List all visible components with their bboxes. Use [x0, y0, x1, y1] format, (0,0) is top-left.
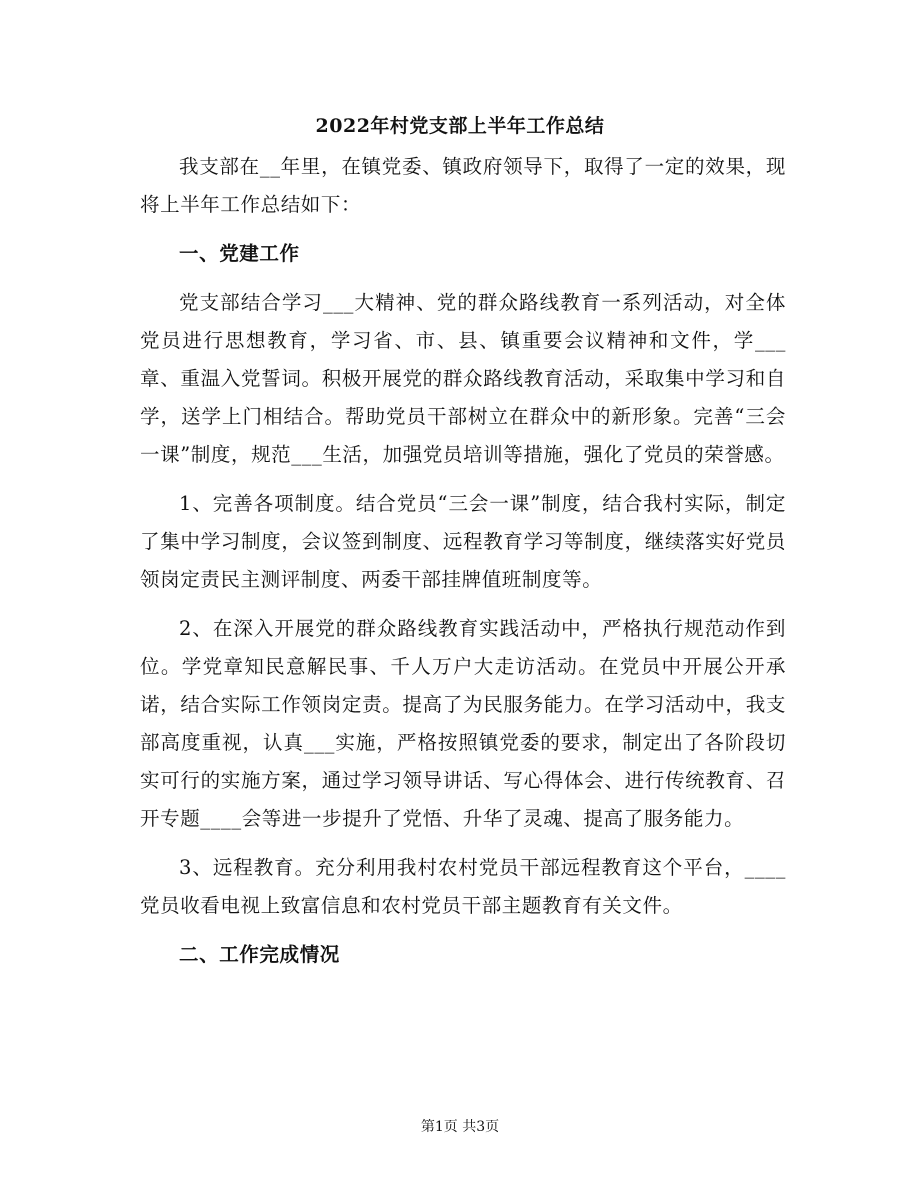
document-body — [140, 148, 786, 985]
item-3-paragraph: 3、远程教育。充分利用我村农村党员干部远程教育这个平台，____党员收看电视上致富信息和农村党员干部主题教育有关文件。 — [140, 856, 786, 917]
page-number: 第1页 共3页 — [420, 1119, 500, 1135]
item-1-paragraph: 1、完善各项制度。结合党员“三会一课”制度，结合我村实际，制定了集中学习制度，会议签到制度、远程教育学习等制度，继续落实好党员领岗定责民主测评制度、两委干部挂牌值班制度等。 — [140, 492, 786, 591]
section-heading-work-completion: 二、工作完成情况 — [179, 943, 340, 966]
item-2-paragraph: 2、在深入开展党的群众路线教育实践活动中，严格执行规范动作到位。学党章知民意解民事、千人万户大走访活动。在党员中开展公开承诺，结合实际工作领岗定责。提高了为民服务能力。在学习活动中，我支部高度重视，认真___实施，严格按照镇党委的要求，制定出了各阶段切实可行的实施方案，通过学习领导讲话、写心得体会、进行传统教育、召开专题____会等进一步提升了党悟、升华了灵魂、提高了服务能力。 — [140, 617, 786, 830]
section-heading-party-building: 一、党建工作 — [179, 242, 300, 265]
intro-paragraph: 我支部在__年里，在镇党委、镇政府领导下，取得了一定的效果，现将上半年工作总结如下： — [140, 155, 786, 216]
document-title: 2022年村党支部上半年工作总结 — [315, 115, 605, 137]
party-building-paragraph: 党支部结合学习___大精神、党的群众路线教育一系列活动，对全体党员进行思想教育，学习省、市、县、镇重要会议精神和文件，学___章、重温入党誓词。积极开展党的群众路线教育活动，采取集中学习和自学，送学上门相结合。帮助党员干部树立在群众中的新形象。完善“三会一课”制度，规范___生活，加强党员培训等措施，强化了党员的荣誉感。 — [140, 291, 786, 466]
